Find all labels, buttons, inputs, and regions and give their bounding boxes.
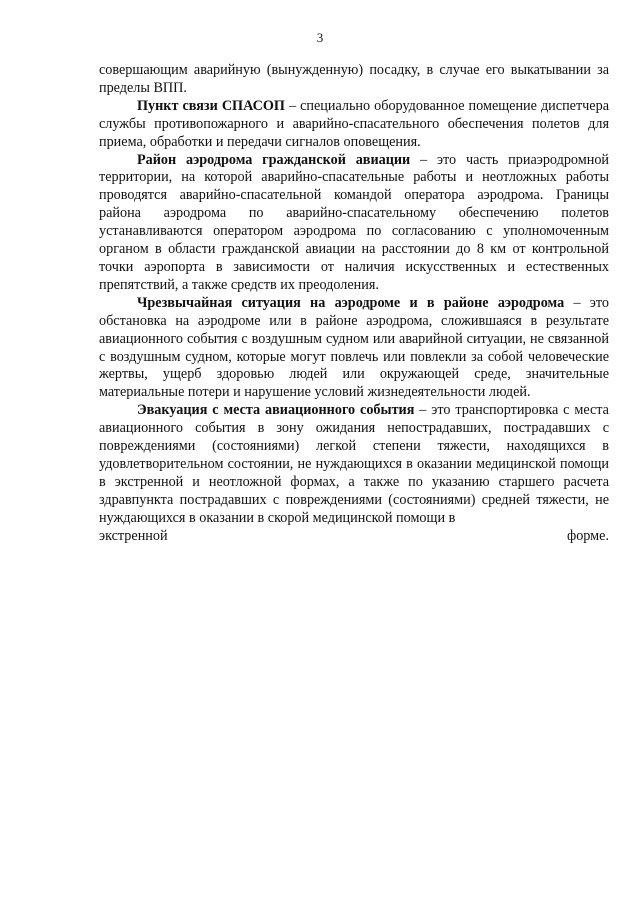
definition-aerodrome-area — [99, 152, 609, 295]
definition-spasop — [99, 98, 609, 152]
definition-text-spasop: – специально оборудованное помещение диспетчера службы противопожарного и аварийно-спасательного обеспечения полетов для приема, обработки и передачи сигналов оповещения. — [99, 97, 609, 150]
last-line-right: форме. — [567, 527, 609, 544]
term-emergency: Чрезвычайная ситуация на аэродроме и в районе аэродрома — [137, 294, 565, 311]
page-number: 3 — [316, 30, 324, 45]
definition-text-aerodrome-area: – это часть приаэродромной территории, на которой аварийно-спасательные работы и неотложных работы проводятся аварийно-спасательной командой оператора аэродрома. Границы района аэродрома по аварийно-спасательному обеспечению полетов устанавливаются оператором аэродрома по согласованию с уполномоченным органом в области гражданской авиации на расстоянии до 8 км от контрольной точки аэропорта в зависимости от наличия искусственных и естественных препятствий, а также средств их преодоления. — [99, 151, 610, 293]
document-body — [99, 62, 609, 545]
definition-emergency — [99, 295, 609, 402]
definition-text-emergency: – это обстановка на аэродроме или в районе аэродрома, сложившаяся в результате авиационного события с воздушным судном или аварийной ситуации, не связанной с воздушным судном, которые могут повлечь или повлекли за собой человеческие жертвы, ущерб здоровью людей или окружающей среде, значительные материальные потери и нарушение условий жизнедеятельности людей. — [99, 294, 609, 401]
continuation-paragraph: совершающим аварийную (вынужденную) посадку, в случае его выкатывании за пределы ВПП. — [99, 62, 609, 96]
definition-evacuation — [99, 402, 609, 527]
definition-evacuation-last-line — [99, 528, 609, 546]
term-aerodrome-area: Район аэродрома гражданской авиации — [137, 151, 411, 168]
definition-text-evacuation: – это транспортировка с места авиационного события в зону ожидания непострадавших, пострадавших с повреждениями (состояниями) легкой степени тяжести, находящихся в удовлетворительном состоянии, не нуждающихся в оказании медицинской помощи в экстренной и неотложной формах, а также по указанию старшего расчета здравпункта пострадавших с повреждениями (состояниями) средней тяжести, не нуждающихся в оказании в скорой медицинской помощи в — [99, 402, 609, 526]
term-spasop: Пункт связи СПАСОП — [137, 97, 285, 114]
last-line-left: экстренной — [99, 527, 168, 544]
term-evacuation: Эвакуация с места авиационного события — [137, 402, 415, 419]
